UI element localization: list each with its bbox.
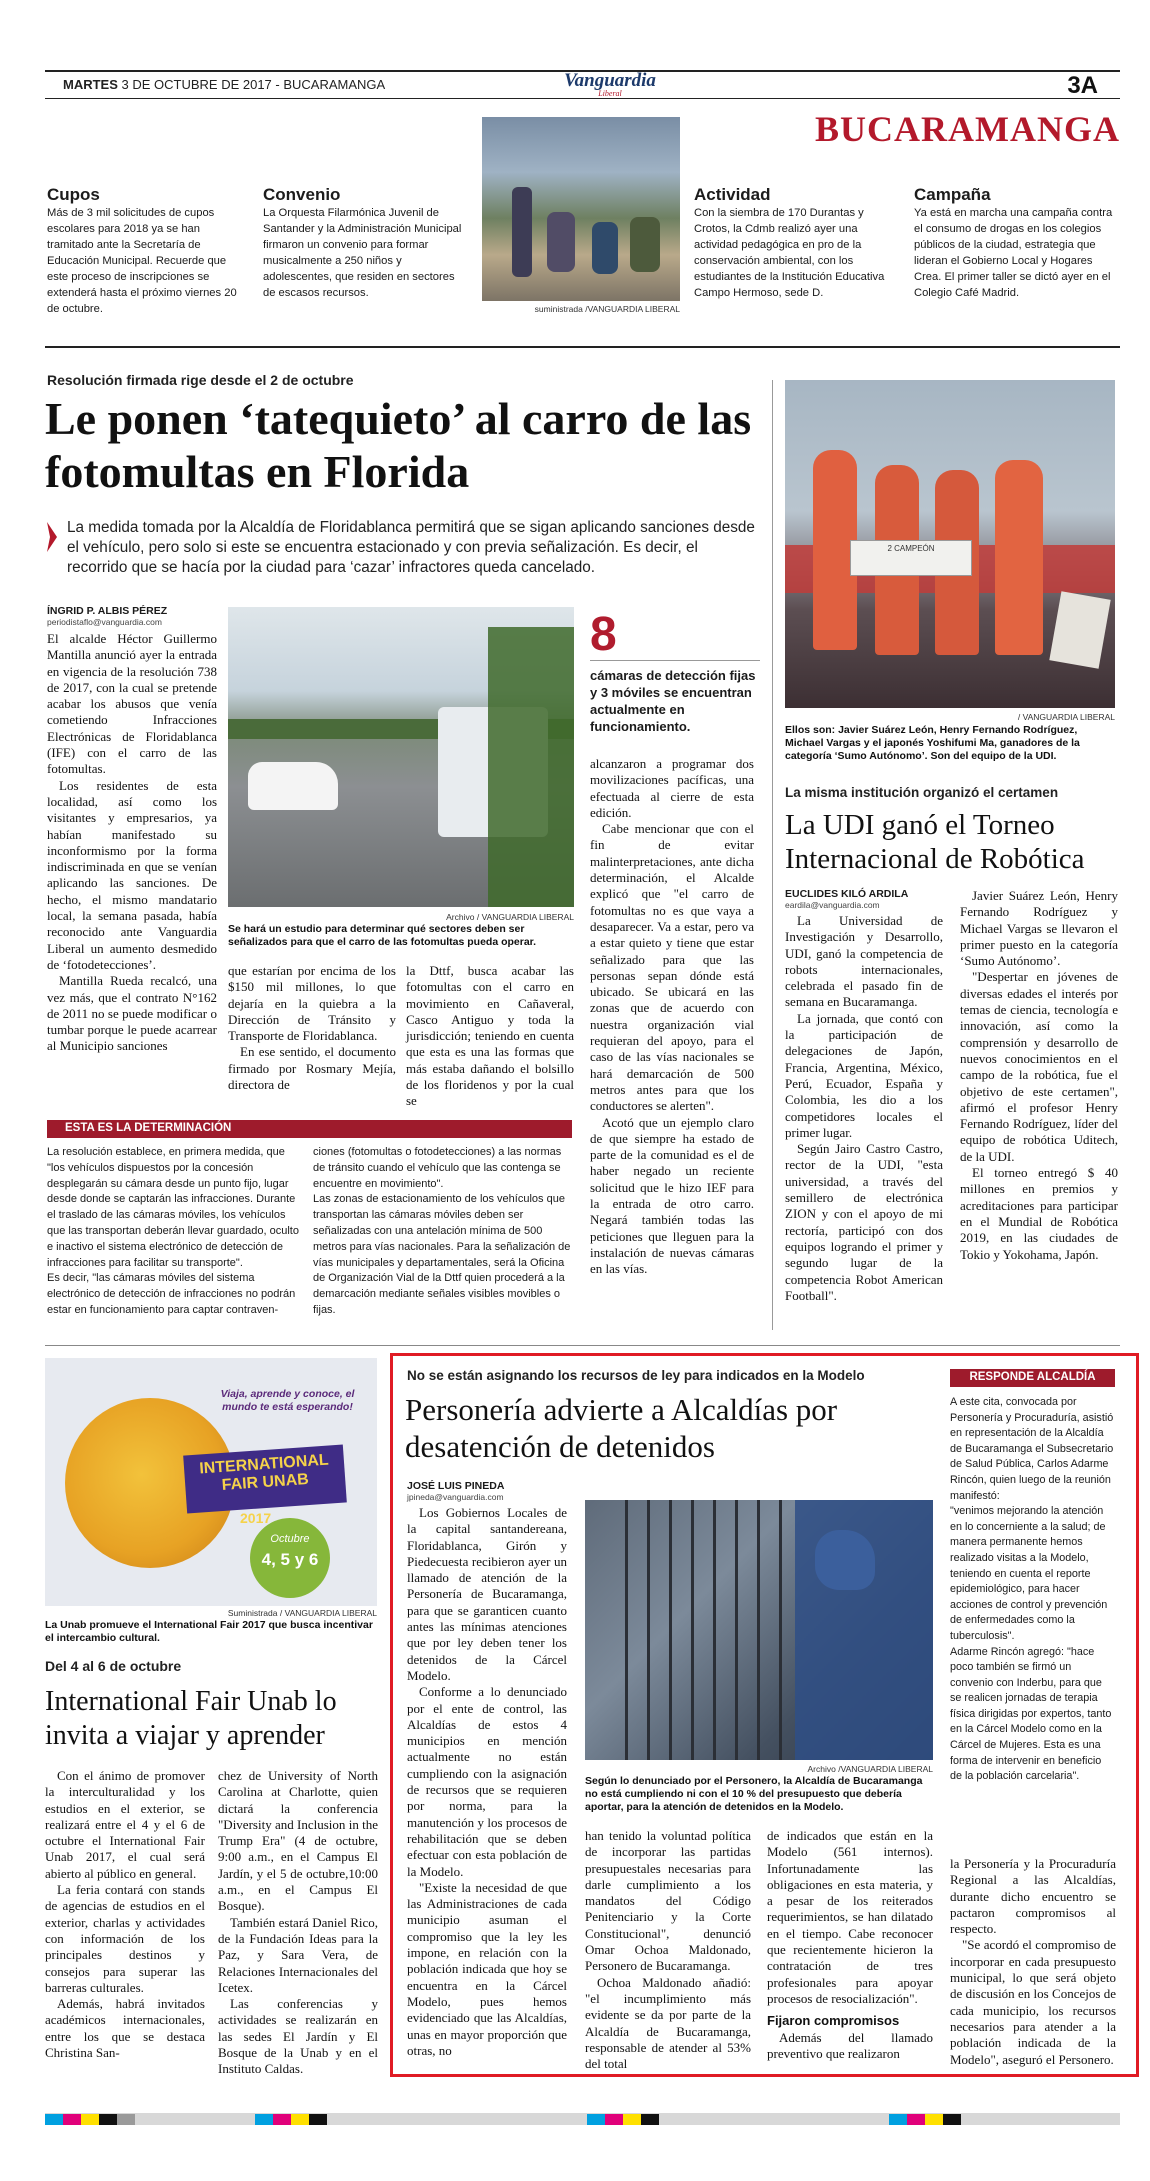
unab-photo-credit: Suministrada / VANGUARDIA LIBERAL [227, 1608, 377, 1618]
header-day: MARTES [63, 77, 118, 92]
paragraph: ciones (fotomultas o fotodetecciones) a las normas de tránsito cuando el vehículo que las contenga se encuentre en movimiento". [313, 1146, 562, 1190]
paragraph: que estarían por encima de los $150 mil millones, lo que dejaría en la quiebra a la Dirección de Tránsito y Transporte de Floridablanca. [228, 963, 396, 1044]
brief-text: Ya está en marcha una campaña contra el consumo de drogas en los colegios públicos de la ciudad, estrategia que lideran el Gobierno Local y Hogares Crea. El primer taller se dictó ayer en el Colegio Café Madrid. [914, 207, 1113, 299]
side-title: RESPONDE ALCALDÍA [969, 1371, 1096, 1383]
paragraph: de indicados que están en la Modelo (561 internos). Infortunadamente las obligaciones en esta materia, y a pesar de los reiterados requerimientos, se han dilatado en el tiempo. Cabe reconocer que recientemente hicieron la contratación de tres profesionales para apoyar procesos de resocialización". [767, 1828, 933, 2006]
paragraph: la Personería y la Procuraduría Regional a las Alcaldías, durante dicho encuentro se pactaron compromisos al respecto. [950, 1856, 1116, 1937]
udi-photo-credit: / VANGUARDIA LIBERAL [1017, 712, 1115, 722]
paragraph: Con el ánimo de promover la interculturalidad y los estudios en el exterior, se realizará entre el 4 y el 6 de octubre el International Fair Unab 2017, el cual será abierto al público en general. [45, 1768, 205, 1881]
poster-year: 2017 [240, 1510, 272, 1526]
poster-days: 4, 5 y 6 [261, 1550, 319, 1569]
responde-alcaldia-header [950, 1369, 1115, 1387]
column-divider [772, 380, 773, 1330]
florida-col3 [406, 963, 574, 1110]
masthead-sub: Liberal [598, 89, 622, 98]
paragraph: Conforme a lo denunciado por el ente de control, las Alcaldías de estos 4 municipios en mención actualmente no están cumpliendo con la asignación de recursos que se requieren por norma, para la manutención y los procesos de rehabilitación que se deben efectuar con esta población de la Modelo. [407, 1684, 567, 1879]
udi-kicker: La misma institución organizó el certamen [785, 785, 1059, 800]
paragraph: alcanzaron a programar dos movilizaciones pacíficas, una efectuada al cierre de esta edición. [590, 756, 754, 820]
florida-lead: La medida tomada por la Alcaldía de Floridablanca permitirá que se sigan aplicando sanciones desde el vehículo, pero solo si este se encuentra estacionado y con previa señalización. Es decir, el recorrido que se hacía por la ciudad para ‘cazar’ infractores queda cancelado. [67, 519, 755, 576]
brief-title: Convenio [263, 185, 341, 204]
paragraph: Las zonas de estacionamiento de los vehículos que transportan las cámaras móviles deben ser señalizadas con una antelación mínima de 500 metros para vías nacionales. Para la señalización de vías municipales y departamentales, será la Oficina de Organización Vial de la Dttf quien procederá a la demarcación mediante señales visibles movibles o fijas. [313, 1193, 571, 1316]
determinacion-col2 [313, 1145, 573, 1319]
florida-headline: Le ponen ‘tatequieto’ al carro de las fotomultas en Florida [45, 393, 752, 497]
divider [45, 1345, 1120, 1346]
paragraph: Los Gobiernos Locales de la capital santandereana, Floridablanca, Girón y Piedecuesta recibieron ayer un llamado de atención de la Personería de Bucaramanga, para que se garanticen cuanto antes las mínimas atenciones que por ley deben tener los detenidos de la Cárcel Modelo. [407, 1505, 567, 1683]
paragraph: Los residentes de esta localidad, así como los visitantes y empresarios, ya habían manifestado su inconformismo por la forma indiscriminada en que se venían aplicando las sanciones. De hecho, el mismo mandatario local, la semana pasada, había reconocido ante Vanguardia Liberal un aumento desmedido de ‘fotodetecciones’. [47, 777, 217, 972]
author: JOSÉ LUIS PINEDA [407, 1480, 505, 1492]
udi-photo-winners [785, 380, 1115, 708]
udi-banner-text: 2 CAMPEÓN [887, 544, 935, 553]
stat-text: cámaras de detección fijas y 3 móviles se encuentran actualmente en funcionamiento. [590, 668, 756, 734]
color-registration-bar [45, 2113, 1120, 2125]
paragraph: La jornada, que contó con la participación de delegaciones de Japón, Francia, Argentina, México, Perú, Ecuador, España y Colombia, les dio a los competidores locales el primer lugar. [785, 1010, 943, 1140]
divider [45, 346, 1120, 348]
personeria-byline [407, 1480, 567, 1504]
lead-marker [47, 522, 57, 552]
paragraph: "Se acordó el compromiso de incorporar en cada presupuesto municipal, lo que será objeto de discusión en los Concejos de cada municipio, los recursos necesarios para atender a la población indicada de la Modelo", aseguró el Personero. [950, 1937, 1116, 2067]
section-title: BUCARAMANGA [815, 109, 1120, 149]
poster-month: Octubre [270, 1533, 310, 1545]
author: EUCLIDES KILÓ ARDILA [785, 888, 909, 900]
page-number: 3A [1067, 72, 1098, 99]
paragraph: La resolución establece, en primera medida, que "los vehículos dispuestos por la concesión desplegarán su cámara desde un punto fijo, lugar desde donde se captarán las infracciones. Durante el traslado de las cámaras móviles, los vehículos que las transportan deberán llevar guardado, oculto e inactivo el sistema electrónico de detección de infracciones para facilitar su transporte". [47, 1146, 299, 1269]
paragraph: Adarme Rincón agregó: "hace poco también se firmó un convenio con Inderbu, para que se realicen jornadas de terapia física dirigidas por expertos, tanto en la Cárcel Modelo como en la Cárcel de Mujeres. Esta es una forma de intervenir en beneficio de la población carcelaria". [950, 1645, 1112, 1783]
paragraph: Es decir, "las cámaras móviles del sistema electrónico de detección de infracciones no podrán estar en funcionamiento para captar contraven- [47, 1272, 296, 1316]
paragraph: la Dttf, busca acabar las fotomultas con el carro en movimiento en Cañaveral, Casco Antiguo y toda la jurisdicción; teniendo en cuenta que esta es una las formas que más estaba dañando el bolsillo de los floridenos y por la cual se [406, 963, 574, 1109]
brief-title: Actividad [694, 185, 771, 204]
unab-headline: International Fair Unab lo invita a viajar y aprender [45, 1686, 337, 1751]
personeria-photo-prison [585, 1500, 933, 1760]
paragraph: "Despertar en jóvenes de diversas edades el interés por temas de ciencia, tecnología e innovación, así como la comprensión y desarrollo de nuevos conocimientos en el campo de la robótica, fue el objetivo de este certamen", afirmó el profesor Henry Fernando Rodríguez, líder del equipo de robótica Uditech, de la UDI. [960, 969, 1118, 1164]
brief-photo-students [482, 117, 680, 301]
udi-byline [785, 888, 945, 912]
unab-col1 [45, 1768, 205, 2061]
personeria-col3 [767, 1828, 933, 2062]
unab-poster [45, 1358, 377, 1606]
personeria-headline: Personería advierte a Alcaldías por desatención de detenidos [405, 1392, 838, 1464]
paragraph: Acotó que un ejemplo claro de que siempre ha estado de parte de la comunidad es el de haber negado un reciente solicitud que le hizo IEF para la entrada de otro carro. Negará también todas las peticiones que lleguen para la instalación de nuevas cámaras en las vías. [590, 1114, 754, 1277]
box-title: ESTA ES LA DETERMINACIÓN [65, 1122, 232, 1134]
paragraph: Además del llamado preventivo que realizaron [767, 2029, 933, 2061]
poster-slogan: Viaja, aprende y conoce, el mundo te está esperando! [220, 1388, 355, 1413]
paragraph: El alcalde Héctor Guillermo Mantilla anunció ayer la entrada en vigencia de la resolución 738 de 2017, con la cual se pretende acabar los abusos que venía cometiendo Infracciones Electrónicas de Floridablanca (IFE) con el carro de las fotomultas. [47, 631, 217, 777]
personeria-kicker: No se están asignando los recursos de ley para indicados en la Modelo [407, 1368, 865, 1383]
author-email: periodistaflo@vanguardia.com [47, 617, 162, 627]
paragraph: Ochoa Maldonado añadió: "el incumplimiento más evidente se da por parte de la Alcaldía de Bucaramanga, responsable de atender al 53% del total [585, 1974, 751, 2072]
brief-actividad [694, 185, 899, 301]
florida-photo-credit: Archivo / VANGUARDIA LIBERAL [446, 912, 574, 922]
paragraph: El torneo entregó $ 40 millones en premios y acreditaciones para participar en el Mundial de Robótica 2019, en las ciudades de Tokio y Yokohama, Japón. [960, 1165, 1118, 1262]
brief-text: La Orquesta Filarmónica Juvenil de Santander y la Administración Municipal firmaron un convenio para formar musicalmente a 250 niños y adolescentes, que residen en sectores de escasos recursos. [263, 207, 462, 299]
udi-col1 [785, 913, 943, 1304]
brief-convenio [263, 185, 463, 301]
brief-title: Cupos [47, 185, 100, 204]
paragraph: Además, habrá invitados académicos internacionales, entre los que se destaca Christina San- [45, 1996, 205, 2061]
header-date: 3 DE OCTUBRE DE 2017 - BUCARAMANGA [121, 77, 386, 92]
paragraph: chez de University of North Carolina at Charlotte, quien dictará la conferencia "Diversity and Inclusion in the Trump Era" (4 de octubre, 9:00 a.m., en el Campus El Jardín, y el 5 de octubre,10:00 a.m., en el Campus El Bosque). [218, 1768, 378, 1914]
masthead-logo: Vanguardia [564, 70, 656, 91]
subhead: Fijaron compromisos [767, 2013, 900, 2029]
brief-text: Con la siembra de 170 Durantas y Crotos, la Cdmb realizó ayer una actividad pedagógica en pro de la conservación ambiental, con los estudiantes de la Institución Educativa Campo Hermoso, sede D. [694, 207, 885, 299]
paragraph: han tenido la voluntad política de incorporar las partidas presupuestales necesarias para darle cumplimiento a los mandatos del Código Penitenciario y la Corte Constitucional", denunció Omar Ochoa Maldonado, Personero de Bucaramanga. [585, 1828, 751, 1974]
paragraph: En ese sentido, el documento firmado por Rosmary Mejía, directora de [228, 1044, 396, 1093]
stat-number: 8 [590, 610, 760, 661]
florida-photo-traffic-car [228, 607, 574, 907]
personeria-photo-credit: Archivo /VANGUARDIA LIBERAL [807, 1764, 933, 1774]
determinacion-col1 [47, 1145, 302, 1319]
poster-title-2: FAIR UNAB [221, 1470, 310, 1495]
brief-text: Más de 3 mil solicitudes de cupos escolares para 2018 ya se han tramitado ante la Secretaría de Educación Municipal. Recuerde que este proceso de inscripciones se extenderá hasta el próximo viernes 20 de octubre. [47, 207, 237, 315]
personeria-col2 [585, 1828, 751, 2072]
paragraph: Mantilla Rueda recalcó, una vez más, que el contrato N°162 de 2011 no se puede modificar o tumbar porque le puede acarrear al Municipio sanciones [47, 973, 217, 1054]
florida-photo-caption: Se hará un estudio para determinar qué sectores deben ser señalizados para que el carro de las fotomultas pueda operar. [228, 923, 537, 948]
florida-kicker: Resolución firmada rige desde el 2 de octubre [47, 372, 354, 388]
personeria-col1 [407, 1505, 567, 2059]
brief-campana [914, 185, 1119, 301]
florida-stat [590, 610, 760, 735]
unab-kicker: Del 4 al 6 de octubre [45, 1658, 182, 1674]
author-email: jpineda@vanguardia.com [407, 1492, 504, 1502]
determinacion-box-header [47, 1120, 572, 1138]
paragraph: A este cita, convocada por Personería y Procuraduría, asistió en representación de la Alcaldía de Bucaramanga el Subsecretario de Salud Pública, Carlos Adarme Rincón, quien luego de la reunión manifestó: [950, 1396, 1114, 1502]
udi-col2 [960, 888, 1118, 1263]
paragraph: Cabe mencionar que con el fin de evitar malinterpretaciones, ante dicha determinación, el Alcalde explicó que "el carro de fotomultas no es que vaya a desaparecer. Va a estar, pero va a estar quieto y tiene que estar señalizado para que las personas sepan dónde está ubicado. Se ubicará en las zonas que de acuerdo con nuestra organización vial requieran del apoyo, para el caso de las vías nacionales se hará demarcación de 500 metros antes para que los conductores se alerten". [590, 821, 754, 1114]
paragraph: Las conferencias y actividades se realizarán en las sedes El Jardín y El Bosque de la Unab y en el Instituto Caldas. [218, 1996, 378, 2077]
responde-alcaldia-text [950, 1395, 1116, 1785]
paragraph: "venimos mejorando la atención en lo concerniente a la salud; de manera permanente hemos realizado visitas a la Modelo, teniendo en cuenta el reporte epidemiológico, para hacer acciones de control y prevención de enfermedades como la tuberculosis". [950, 1505, 1108, 1642]
paragraph: Javier Suárez León, Henry Fernando Rodríguez y Michael Vargas se llevaron el primer puesto en la categoría ‘Sumo Autónomo’. [960, 888, 1118, 969]
florida-col4 [590, 756, 754, 1278]
personeria-photo-caption: Según lo denunciado por el Personero, la Alcaldía de Bucaramanga no está cumpliendo ni con el 10 % del presupuesto que debería aportar, para la atención de detenidos en la Modelo. [585, 1775, 923, 1813]
brief-cupos [47, 185, 247, 317]
udi-photo-caption: Ellos son: Javier Suárez León, Henry Fernando Rodríguez, Michael Vargas y el japonés Yoshifumi Ma, ganadores de la categoría ‘Sumo Autónomo’. Son del equipo de la UDI. [785, 724, 1080, 762]
paragraph: Según Jairo Castro Castro, rector de la UDI, "esta universidad, a través del semillero de electrónica ZION y con el apoyo de mi rectoría, participó con dos equipos logrando el primer y segundo lugar de la competencia Robot American Football". [785, 1141, 943, 1303]
florida-col1 [47, 631, 217, 1055]
brief-photo-credit: suministrada /VANGUARDIA LIBERAL [534, 304, 680, 314]
unab-col2 [218, 1768, 378, 2078]
paragraph: "Existe la necesidad de que las Administraciones de cada municipio asuman el compromiso que la ley les impone, en relación con la población indicada que hoy se encuentra en la Cárcel Modelo, pues hemos evidenciado que las Alcaldías, unas en mayor proporción que otras, no [407, 1879, 567, 2058]
personeria-col4 [950, 1856, 1116, 2068]
florida-byline [47, 605, 217, 629]
paragraph: La feria contará con stands de agencias de estudios en el exterior, charlas y actividades con información de los principales destinos y consejos para superar las barreras culturales. [45, 1882, 205, 1995]
florida-col2 [228, 963, 396, 1093]
page-header [45, 70, 1120, 99]
author: ÍNGRID P. ALBIS PÉREZ [47, 605, 168, 617]
author-email: eardila@vanguardia.com [785, 900, 880, 910]
unab-photo-caption: La Unab promueve el International Fair 2017 que busca incentivar el intercambio cultural. [45, 1619, 373, 1644]
paragraph: También estará Daniel Rico, de la Fundación Ideas para la Paz, y Sara Vera, de Relaciones Internacionales del Icetex. [218, 1914, 378, 1995]
paragraph: La Universidad de Investigación y Desarrollo, UDI, ganó la competencia de robots internacionales, celebrada el pasado fin de semana en Bucaramanga. [785, 913, 943, 1010]
udi-headline: La UDI ganó el Torneo Internacional de Robótica [785, 809, 1085, 875]
brief-title: Campaña [914, 185, 991, 204]
poster-title-1: INTERNATIONAL [198, 1451, 330, 1478]
